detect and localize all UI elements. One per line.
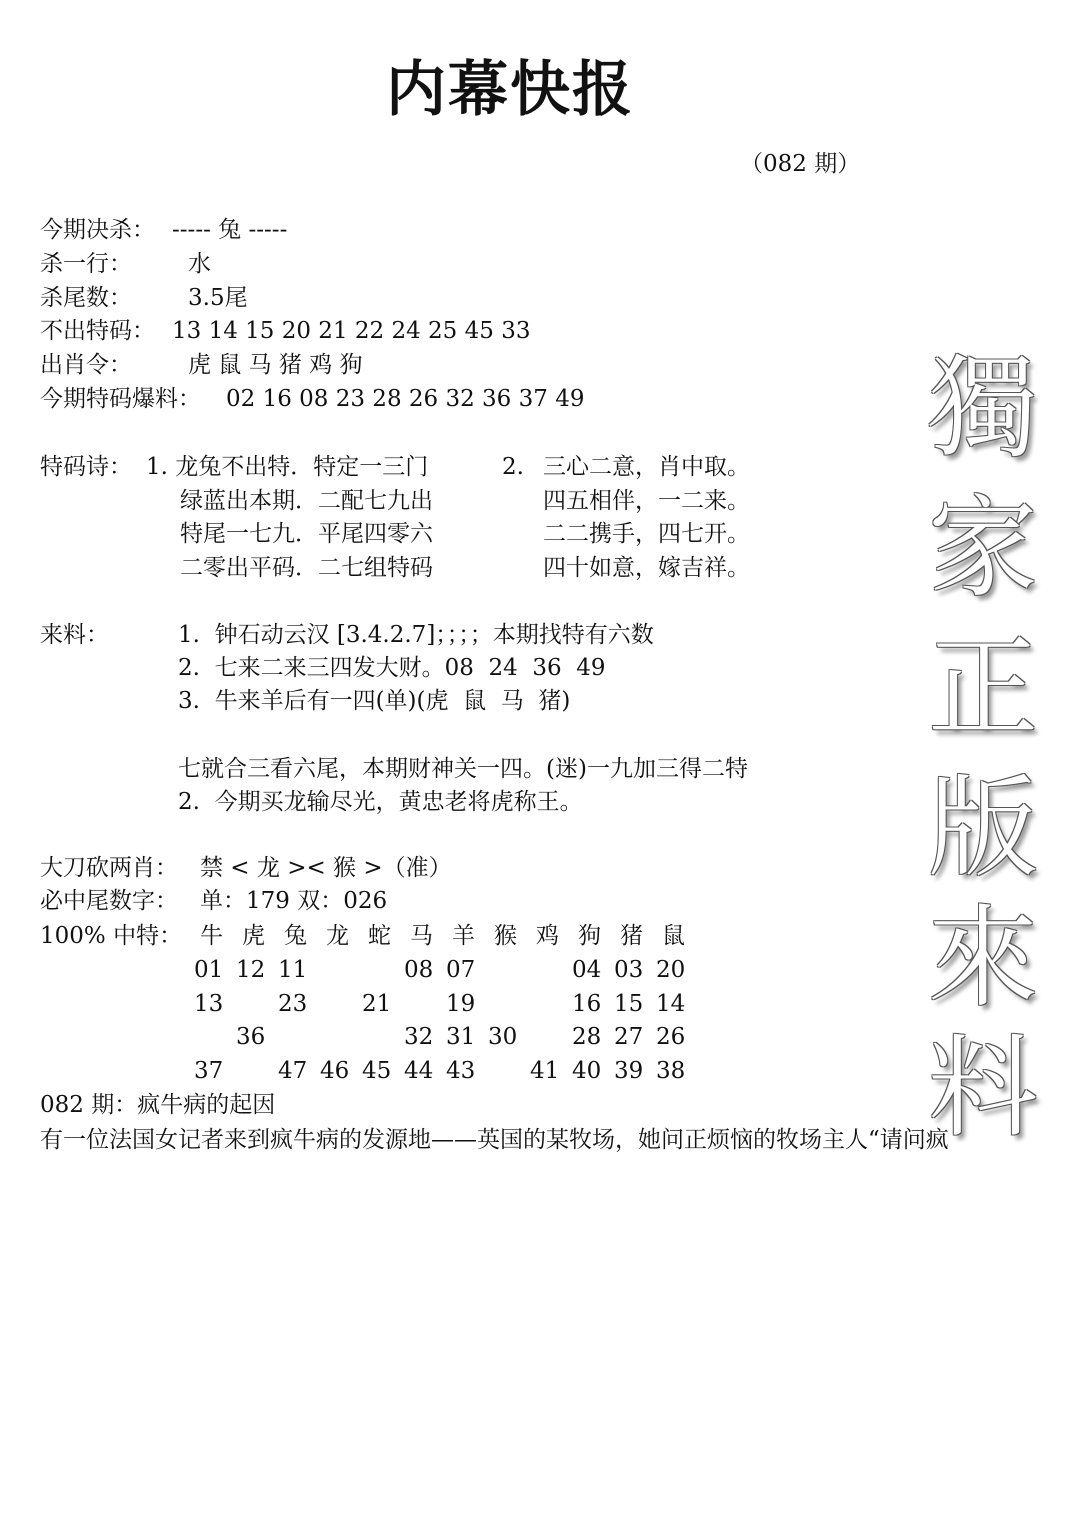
zodiac-number: 07 bbox=[446, 957, 476, 983]
poem-right-line: 三心二意，肖中取。 bbox=[543, 454, 750, 480]
page-title: 内幕快报 bbox=[386, 55, 634, 125]
zodiac-number: 30 bbox=[488, 1024, 518, 1050]
poem-right-line: 四五相伴，一二来。 bbox=[543, 488, 750, 514]
source-label: 来料： bbox=[40, 622, 109, 648]
source-item: 2. 七来二来三四发大财。08 24 36 49 bbox=[178, 655, 606, 681]
zodiac-number: 15 bbox=[614, 991, 644, 1017]
zodiac-number: 31 bbox=[446, 1024, 476, 1050]
poem-label: 特码诗： bbox=[40, 454, 132, 480]
zodiac-number: 44 bbox=[404, 1058, 434, 1084]
info-label: 杀一行： bbox=[40, 251, 132, 277]
poem-left-line: 特尾一七九．平尾四零六 bbox=[180, 521, 433, 547]
zodiac-number: 37 bbox=[194, 1058, 224, 1084]
dadao-label: 大刀砍两肖： bbox=[40, 855, 178, 881]
poem-left-line: 1. 龙兔不出特．特定一三门 bbox=[146, 454, 429, 480]
info-label: 今期决杀： bbox=[40, 217, 155, 243]
zodiac-number: 26 bbox=[656, 1024, 686, 1050]
zodiac-animal: 羊 bbox=[452, 923, 475, 949]
watermark-character: 獨 bbox=[928, 344, 1038, 472]
zodiac-number: 45 bbox=[362, 1058, 392, 1084]
zodiac-number: 19 bbox=[446, 991, 476, 1017]
watermark-character: 料 bbox=[928, 1024, 1038, 1152]
zodiac-animal: 鼠 bbox=[662, 923, 685, 949]
zodiac-number: 38 bbox=[656, 1058, 686, 1084]
info-row-kill bbox=[0, 215, 1080, 245]
zodiac-number: 03 bbox=[614, 957, 644, 983]
tail-label: 必中尾数字： bbox=[40, 888, 178, 914]
zodiac-animal: 狗 bbox=[578, 923, 601, 949]
info-value: 3.5尾 bbox=[188, 285, 248, 311]
info-value: 02 16 08 23 28 26 32 36 37 49 bbox=[226, 386, 585, 412]
info-row-tail bbox=[0, 283, 1080, 313]
info-label: 不出特码： bbox=[40, 318, 155, 344]
poem-right-line: 四十如意，嫁吉祥。 bbox=[543, 555, 750, 581]
zodiac-number: 21 bbox=[362, 991, 392, 1017]
issue-number: （082 期） bbox=[740, 151, 861, 177]
zodiac-number: 13 bbox=[194, 991, 224, 1017]
zodiac-number: 46 bbox=[320, 1058, 350, 1084]
zodiac-number: 08 bbox=[404, 957, 434, 983]
poem-right-line: 二二携手，四七开。 bbox=[543, 521, 750, 547]
zodiac-number: 36 bbox=[236, 1024, 266, 1050]
watermark-character: 家 bbox=[928, 484, 1038, 612]
cut-off-line-container bbox=[0, 785, 900, 815]
zodiac-animal: 龙 bbox=[326, 923, 349, 949]
watermark-character: 正 bbox=[928, 624, 1038, 752]
zodiac-number: 27 bbox=[614, 1024, 644, 1050]
info-row-element bbox=[0, 249, 1080, 279]
story-text: 有一位法国女记者来到疯牛病的发源地——英国的某牧场，她问正烦恼的牧场主人“请问疯 bbox=[40, 1127, 949, 1153]
info-label: 杀尾数： bbox=[40, 285, 132, 311]
zodiac-animal: 鸡 bbox=[536, 923, 559, 949]
source-item: 1. 钟石动云汉 [3.4.2.7]；；；；本期找特有六数 bbox=[178, 622, 654, 648]
poem-left-line: 二零出平码．二七组特码 bbox=[180, 555, 433, 581]
zodiac-number: 12 bbox=[236, 957, 266, 983]
zodiac-animal: 兔 bbox=[284, 923, 307, 949]
story-heading: 082 期：疯牛病的起因 bbox=[40, 1092, 276, 1118]
info-value: 13 14 15 20 21 22 24 25 45 33 bbox=[172, 318, 531, 344]
zodiac-animal: 猪 bbox=[620, 923, 643, 949]
watermark-character: 來 bbox=[928, 894, 1038, 1022]
info-value: 水 bbox=[188, 251, 211, 277]
zodiac-animal: 虎 bbox=[242, 923, 265, 949]
zodiac-label: 100% 中特： bbox=[40, 923, 183, 949]
info-value: ----- 兔 ----- bbox=[172, 217, 288, 243]
zodiac-number: 11 bbox=[278, 957, 308, 983]
zodiac-number: 43 bbox=[446, 1058, 476, 1084]
zodiac-number: 16 bbox=[572, 991, 602, 1017]
zodiac-number: 20 bbox=[656, 957, 686, 983]
zodiac-animal: 蛇 bbox=[368, 923, 391, 949]
tail-value: 单：179 双：026 bbox=[200, 888, 388, 914]
zodiac-number: 01 bbox=[194, 957, 224, 983]
zodiac-number: 23 bbox=[278, 991, 308, 1017]
zodiac-number: 32 bbox=[404, 1024, 434, 1050]
info-label: 出肖令： bbox=[40, 352, 132, 378]
zodiac-number: 39 bbox=[614, 1058, 644, 1084]
cut-off-line: 2. 今期买龙输尽光，黄忠老将虎称王。 bbox=[178, 789, 583, 815]
source-extra-line: 七就合三看六尾，本期财神关一四。(迷)一九加三得二特 bbox=[178, 756, 748, 782]
zodiac-animal: 牛 bbox=[200, 923, 223, 949]
info-value: 虎 鼠 马 猪 鸡 狗 bbox=[188, 352, 363, 378]
zodiac-number: 47 bbox=[278, 1058, 308, 1084]
zodiac-number: 40 bbox=[572, 1058, 602, 1084]
poem-left-line: 绿蓝出本期．二配七九出 bbox=[180, 488, 433, 514]
zodiac-number: 04 bbox=[572, 957, 602, 983]
zodiac-number: 14 bbox=[656, 991, 686, 1017]
poem-right-number: 2. bbox=[502, 454, 524, 480]
dadao-value: 禁 < 龙 >< 猴 >（准） bbox=[200, 855, 452, 881]
watermark-character: 版 bbox=[928, 764, 1038, 892]
zodiac-animal: 马 bbox=[410, 923, 433, 949]
zodiac-number: 28 bbox=[572, 1024, 602, 1050]
source-item: 3. 牛来羊后有一四(单)(虎 鼠 马 猪) bbox=[178, 688, 571, 714]
zodiac-number: 41 bbox=[530, 1058, 560, 1084]
zodiac-animal: 猴 bbox=[494, 923, 517, 949]
info-label: 今期特码爆料： bbox=[40, 386, 201, 412]
